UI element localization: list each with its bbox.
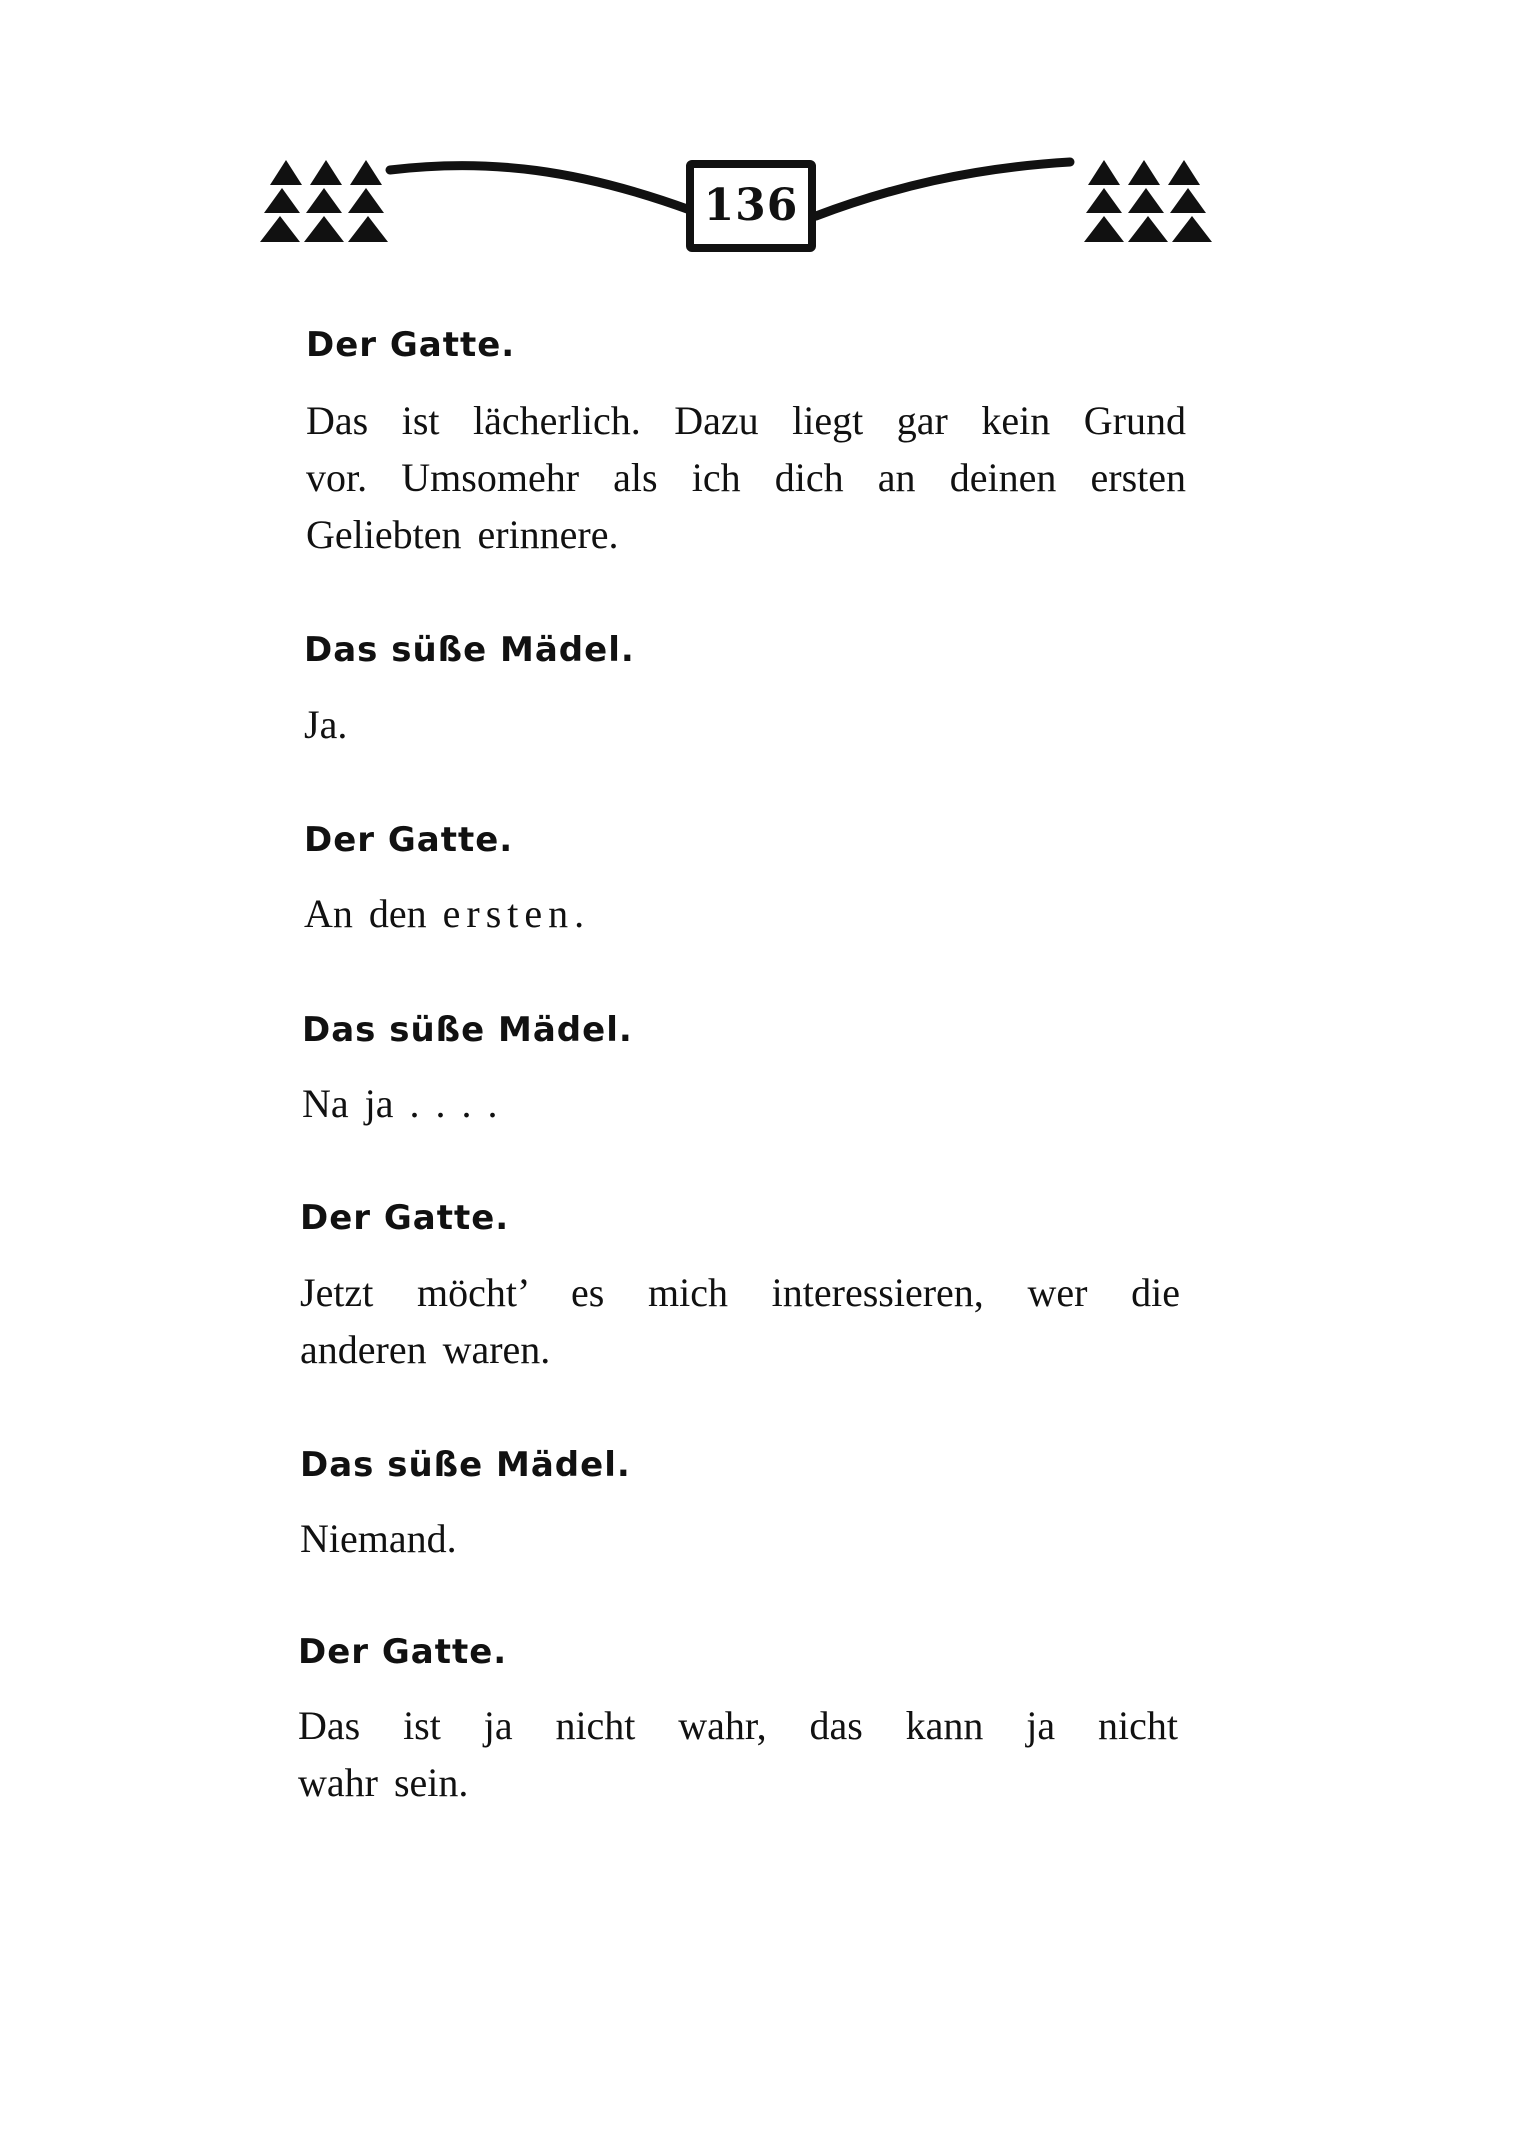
speech-line: [304, 885, 1194, 942]
speech-line: Das ist lächerlich. Dazu liegt gar kein Grund: [306, 398, 1186, 443]
speech-block: [300, 1264, 1190, 1378]
speaker-label: Der Gatte.: [298, 1632, 508, 1672]
speech-line: Na ja . . . .: [302, 1081, 498, 1126]
page-number: 136: [686, 160, 816, 252]
speaker-label: Der Gatte.: [306, 325, 516, 365]
speech-block: [306, 392, 1196, 563]
speech-block: [304, 885, 1194, 942]
speech-block: [300, 1510, 1190, 1567]
speech-line: vor. Umsomehr als ich dich an deinen ersten: [306, 455, 1186, 500]
speech-line: Jetzt möcht’ es mich interessieren, wer die: [300, 1270, 1180, 1315]
right-spade-cluster-icon: [1084, 160, 1212, 242]
speaker-label: Das süße Mädel.: [304, 630, 635, 670]
speech-line: Ja.: [304, 702, 348, 747]
speech-line: Niemand.: [300, 1516, 457, 1561]
speech-line: Das ist ja nicht wahr, das kann ja nicht: [298, 1703, 1178, 1748]
speaker-label: Das süße Mädel.: [300, 1445, 631, 1485]
speech-block: [304, 696, 1194, 753]
speech-text: An den: [304, 891, 443, 936]
speech-line: anderen waren.: [300, 1327, 551, 1372]
speech-line: Geliebten erinnere.: [306, 512, 619, 557]
speech-block: [302, 1075, 1192, 1132]
speaker-label: Das süße Mädel.: [302, 1010, 633, 1050]
speaker-label: Der Gatte.: [300, 1198, 510, 1238]
speech-line: wahr sein.: [298, 1760, 469, 1805]
left-spade-cluster-icon: [260, 160, 388, 242]
emphasized-text: ersten: [442, 891, 575, 936]
speaker-label: Der Gatte.: [304, 820, 514, 860]
speech-text: .: [574, 891, 585, 936]
speech-block: [298, 1697, 1188, 1811]
